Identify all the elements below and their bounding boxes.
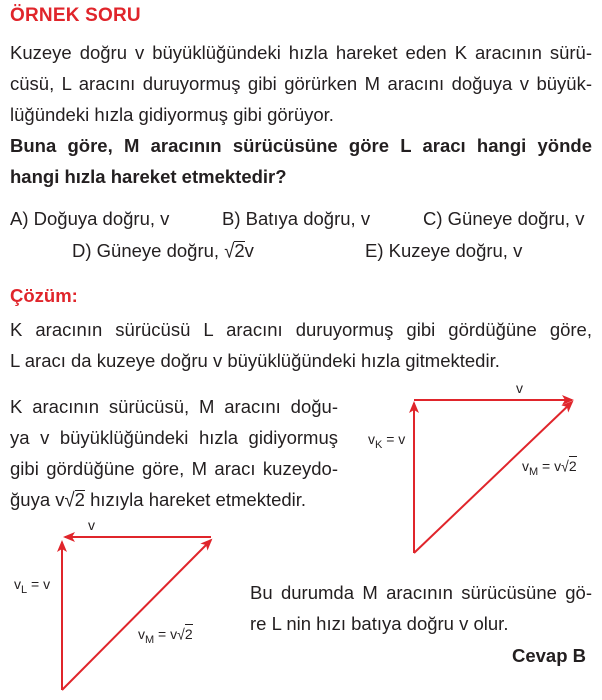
sqrt-symbol: √2: [64, 488, 85, 511]
option-d-prefix: D) Güneye doğru,: [72, 240, 225, 261]
option-d-suffix: v: [244, 240, 254, 261]
diagram1-vm-label: $v_M = v√2$: [522, 457, 577, 478]
question-prompt-line-2: hangi hızla hareket etmektedir?: [10, 166, 287, 187]
diagram1-vk-label: $v_K = v$: [368, 431, 406, 451]
sqrt-symbol: √2: [177, 625, 193, 643]
diagram1-top-label: v: [516, 380, 523, 396]
answer-label: Cevap B: [511, 645, 586, 666]
question-line-2: cüsü, L aracını duruyormuş gibi görürken M aracını doğuya v büyük-: [10, 73, 592, 94]
question-line-1: Kuzeye doğru v büyüklüğündeki hızla hareket eden K aracının sürü-: [10, 42, 592, 63]
diagram-2: [62, 537, 211, 690]
sqrt-symbol: √2: [224, 239, 245, 262]
solution-p2-line-3: gibi gördüğüne göre, M aracı kuzeydo-: [10, 458, 338, 479]
solution-p1-line-2: L aracı da kuzeye doğru v büyüklüğündeki hızla gitmektedir.: [10, 350, 500, 371]
solution-p2-line-2: ya v büyüklüğündeki hızla gidiyormuş: [10, 427, 338, 448]
diagram2-top-label: v: [88, 517, 95, 533]
diagram-1: [414, 400, 572, 553]
diagram2-vl-label: $v_L = v$: [14, 576, 51, 596]
option-e: E) Kuzeye doğru, v: [365, 240, 523, 261]
solution-p2-line-4: ğuya v√2 hızıyla hareket etmektedir.: [10, 484, 338, 515]
solution-p1-line-1: K aracının sürücüsü L aracını duruyormuş gibi gördüğüne göre,: [10, 319, 592, 340]
vector-vm-arrow: [62, 540, 211, 690]
solution-p3-line-2: re L nin hızı batıya doğru v olur.: [250, 613, 509, 634]
option-b: B) Batıya doğru, v: [222, 208, 371, 229]
option-c: C) Güneye doğru, v: [423, 208, 585, 229]
option-d-radicand: 2: [234, 240, 245, 261]
question-line-3: lüğündeki hızla gidiyormuş gibi görüyor.: [10, 104, 334, 125]
option-a: A) Doğuya doğru, v: [10, 208, 170, 229]
example-question-heading: ÖRNEK SORU: [10, 5, 141, 26]
vector-vm-arrow: [414, 402, 572, 553]
solution-heading: Çözüm:: [10, 285, 78, 306]
diagram2-vm-label: $v_M = v√2$: [138, 625, 193, 646]
question-prompt-line-1: Buna göre, M aracının sürücüsüne göre L aracı hangi yönde: [10, 135, 592, 156]
solution-p3-line-1: Bu durumda M aracının sürücüsüne gö-: [250, 582, 592, 603]
sqrt-symbol: √2: [561, 457, 577, 475]
solution-p2-line-1: K aracının sürücüsü, M aracını doğu-: [10, 396, 338, 417]
